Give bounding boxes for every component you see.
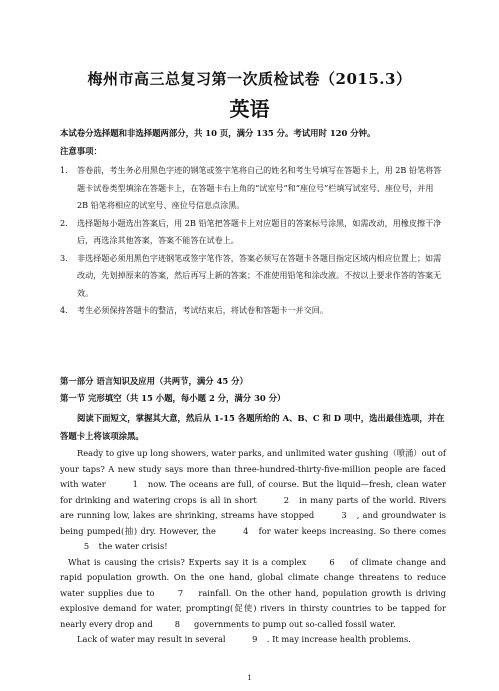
exam-title: 梅州市高三总复习第一次质检试卷（2015.3） [87,70,412,88]
passage-text: , and groundwater is being pumped(抽) dry. However, the [60,510,447,536]
blank-number: 2 [283,494,290,505]
cloze-passage [60,446,446,648]
note-text: 选择题每小题选出答案后，用 2B 铅笔把答题卡上对应题目的答案标号涂黑，如需改动，用橡皮擦干净后，再选涂其他答案，答案不能答在试卷上。 [77,217,442,245]
passage-text: the water crisis! [98,541,168,551]
note-number: 4. [60,305,68,315]
note-text: 非选择题必须用黑色字迹钢笔或签字笔作答，答案必须写在答题卡各题目指定区域内相应位置上；如需改动，先划掉原来的答案，然后再写上新的答案；不准使用铅笔和涂改液。不按以上要求作答的答案无效。 [77,252,442,298]
blank-number: 4 [243,525,249,536]
blank-number: 7 [177,587,184,598]
passage-text: now. The oceans are full, of course. But the liquid—fresh, clean water for drinking and watering crops is all in short [60,479,446,505]
exam-intro: 本试卷分选择题和非选择题两部分，共 10 页，满分 135 分。考试用时 120 分钟。 [60,128,376,138]
note-text: 答卷前，考生务必用黑色字迹的钢笔或签字笔将自己的姓名和考生号填写在答题卡上，用 2B 铅笔将答题卡试卷类型填涂在答题卡上，在答题卡右上角的“试室号”和“座位号”栏填写试室号、座位号，并用 2B 铅笔将相应的试室号、座位号信息点涂黑。 [77,165,442,210]
passage-text: of climate change and rapid population growth. On the one hand, global climate change threatens to reduce water supplies due to [60,556,447,598]
blank-number: 9 [252,634,258,644]
notes-list [60,162,446,320]
passage-text: rainfall. On the other hand, population growth is driving explosive demand for water, prompting(促使) rivers in thirsty countries to be tapped for nearly every drop and [60,587,447,629]
blank-number: 6 [329,556,335,567]
part-heading: 第一部分 语言知识及应用（共两节，满分 45 分） [60,376,248,386]
blank-number: 8 [174,618,181,629]
page-number: 1 [247,674,252,682]
note-item [60,162,446,215]
passage-text: governments to pump out so-called fossil water. [194,618,396,629]
note-item [60,250,446,303]
note-number: 3. [60,252,68,263]
passage-text: Ready to give up long showers, water parks, and unlimited water gushing（喷涌）out of your taps? A new study says more than three-hundred-thirty-five-million people are faced with water [60,448,446,489]
note-item [60,302,446,320]
note-number: 2. [60,217,68,228]
notice-heading: 注意事项： [60,146,102,156]
subject-heading: 英语 [229,97,270,121]
note-number: 1. [60,165,68,175]
passage-paragraph [60,446,446,555]
passage-text: Lack of water may result in several [77,634,226,644]
passage-text: in many parts of the world. Rivers are running low, lakes are shrinking, streams have stopped [60,494,446,520]
blank-number: 3 [341,510,347,520]
note-text: 考生必须保持答题卡的整洁，考试结束后，将试卷和答题卡一并交回。 [77,305,328,315]
passage-text: . It may increase health problems. [266,634,411,644]
note-item [60,215,446,250]
blank-number: 1 [132,479,138,489]
section-heading: 第一节 完形填空（共 15 小题，每小题 2 分，满分 30 分） [60,393,286,403]
blank-number: 5 [83,541,90,551]
passage-text: for water keeps increasing. So there comes [258,525,447,536]
passage-text: What is causing the crisis? Experts say it is a complex [68,556,307,567]
section-instructions: 阅读下面短文，掌握其大意，然后从 1-15 各题所给的 A、B、C 和 D 项中，选出最佳选项，并在答题卡上将该项涂黑。 [60,413,445,441]
passage-paragraph [60,632,446,648]
passage-paragraph [60,555,446,633]
